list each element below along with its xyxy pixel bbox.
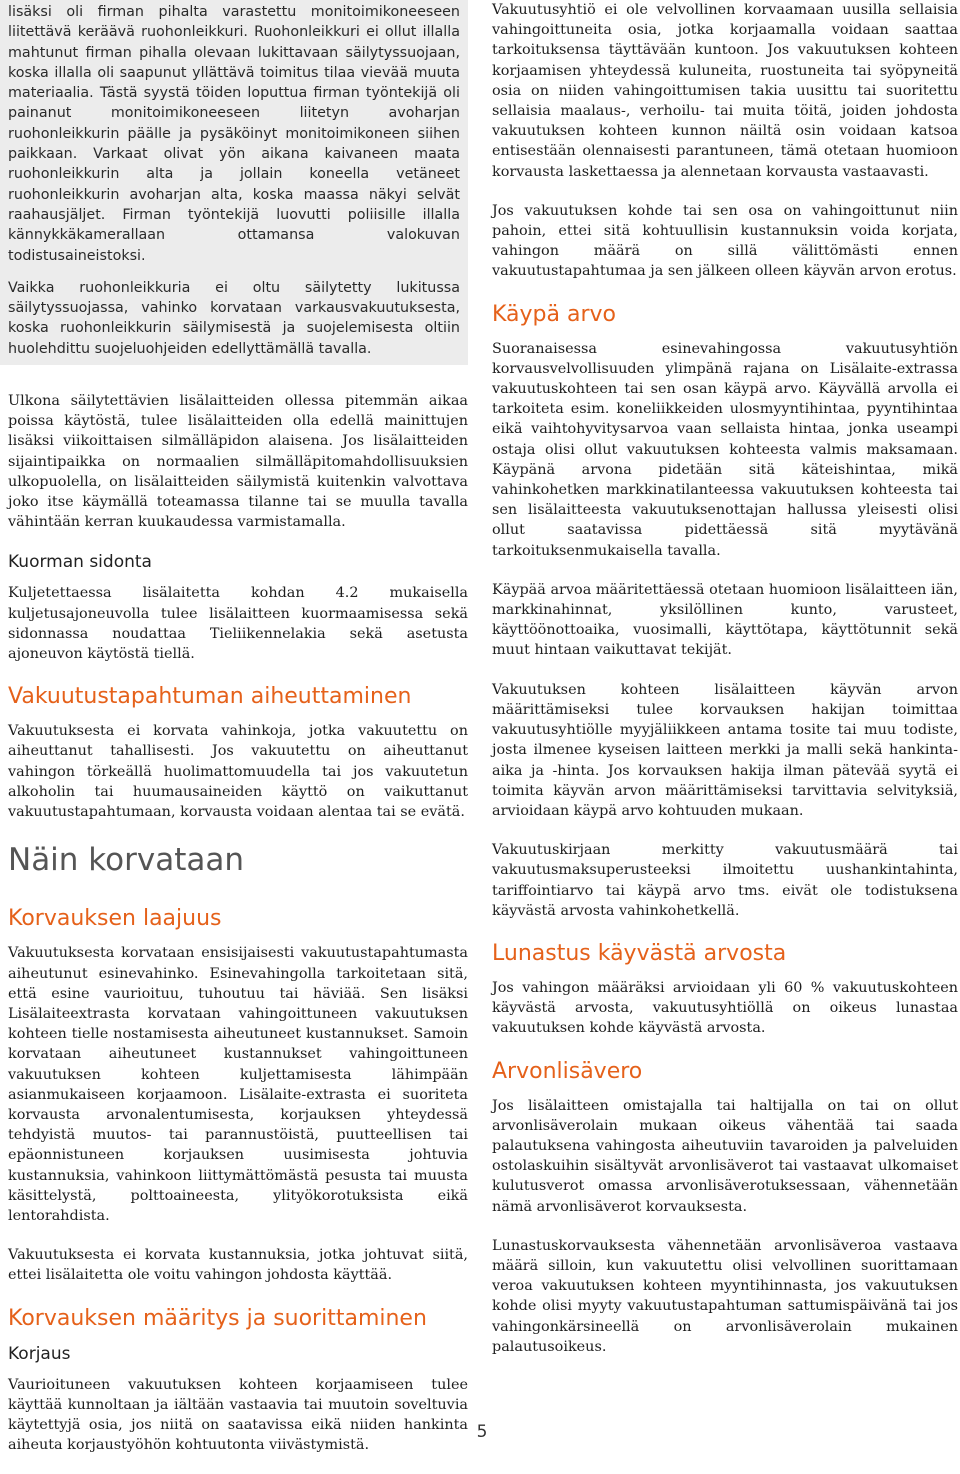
market-value-paragraph-3: Vakuutuksen kohteen lisälaitteen käyvän arvon määrittämiseksi tulee korvauksen hakijan toimittaa vakuutusyhtiölle myyjäliikkeen antama tosite tai muu todiste, josta ilmenee kyseisen laitteen merkki ja malli sekä hankinta-aika ja -hinta. Jos korvauksen hakija ilman pätevää syytä ei toimita käyvän arvon määrittämiseksi tarvittavia selvityksiä, arvioidaan käypä arvo kohtuuden mukaan. [492, 681, 958, 819]
causing-paragraph: Vakuutuksesta ei korvata vahinkoja, jotka vakuutettu on aiheuttanut tahallisesti. Jos vakuutettu on aiheuttanut vahingon törkeällä huolimattomuudella tai jos vakuutetun alkoholin tai huumausaineiden käyttö on vaikuttanut vakuutustapahtumaan, korvausta voidaan alentaa tai se evätä. [8, 723, 468, 821]
storage-paragraph: Ulkona säilytettävien lisälaitteiden ollessa pitemmän aikaa poissa käytöstä, tulee lisälaitteiden olla edellä mainittujen lisäksi viikoittaisen silmälläpidon alaisena. Jos lisälaitteiden sijaintipaikka on normaalien silmälläpitomahdollisuuksien ulkopuolella, on lisälaitteiden säilymistä kuitenkin valvottava joko itse käymällä toteamassa tilanne tai se muulla tavalla vähintään kerran kuukaudessa varmistamalla. [8, 393, 468, 531]
heading-korjaus: Korjaus [8, 1343, 71, 1364]
left-column [8, 0, 468, 1474]
heading-korvauksen-laajuus: Korvauksen laajuus [8, 906, 222, 932]
market-value-paragraph-1: Suoranaisessa esinevahingossa vakuutusyhtiön korvausvelvollisuuden ylimpänä rajana on Lisälaite-extrassa vakuutuskohteen tai sen osan käypä arvo. Käyvällä arvolla ei tarkoiteta esim. koneliikkeiden ulosmyyntihintaa, pyyntihintaa eikä vaihtohyvitysarvoa vaan sellaista hintaa, jonka useampi ostaja olisi ollut vakuutuksen kohteesta valmis maksamaan. Käypänä arvona pidetään sitä käteishintaa, mikä vahinkohetken markkinatilanteessa vakuutuksen kohteesta tai sen lisälaitteesta vakuutuksenottajan hallussa yleisesti olisi ollut saatavissa pidettäessä sitä myytävänä tarkoituksenmukaisella tavalla. [492, 340, 958, 559]
costs-paragraph: Vakuutuksesta ei korvata kustannuksia, jotka johtuvat siitä, ettei lisälaitetta ole voitu vahingon johdosta käyttää. [8, 1247, 468, 1284]
load-securing-paragraph: Kuljetettaessa lisälaitetta kohdan 4.2 mukaisella kuljetusajoneuvolla tulee lisälaitteen kuormaamisessa sekä sidonnassa noudattaa Tieliikennelakia sekä asetusta ajoneuvon käytöstä tiellä. [8, 585, 468, 663]
repair-paragraph: Vaurioituneen vakuutuksen kohteen korjaamiseen tulee käyttää kunnoltaan ja iältään vastaavia tai muutoin soveltuvia käytettyjä osia, jos niitä on saatavissa eikä niiden hankinta aiheuta korjaustyöhön kohtuutonta viivästymistä. [8, 1376, 468, 1454]
heading-kuorman-sidonta: Kuorman sidonta [8, 552, 152, 573]
heading-aiheuttaminen: Vakuutustapahtuman aiheuttaminen [8, 684, 412, 710]
heading-maaritys: Korvauksen määritys ja suorittaminen [8, 1305, 427, 1331]
example-paragraph: lisäksi oli firman pihalta varastettu monitoimikoneeseen liitettävä keräävä ruohonleikkuri. Ruohonleikkuri ei ollut illalla mahtunut firman pihalla olevaan lukittavaan säilytyssuojaan, koska illalla oli saapunut yllättävä toimitus tilaa vievää muuta materiaalia. Tästä syystä töiden loputtua firman työntekijä oli painanut monitoimikoneeseen liitetyn avoharjan ruohonleikkurin päälle ja pysäköinyt monitoimikoneen siihen paikkaan. Varkaat olivat yön aikana kaivaneen maata ruohonleikkurin alta ja jollain koneella vetäneet ruohonleikkurin avoharjan alta, koska maassa näkyi selvät raahausjäljet. Firman työntekijä luovutti poliisille illalla kännykkäkamerallaan ottamansa valokuvan todistusaineistoksi. [8, 4, 460, 264]
scope-paragraph: Vakuutuksesta korvataan ensisijaisesti vakuutustapahtumasta aiheutunut esinevahinko. Esinevahingolla tarkoitetaan sitä, että esine vaurioituu, tuhoutuu tai häviää. Sen lisäksi Lisälaiteextrasta korvataan vahingoittuneen vakuutuksen kohteen tielle nostamisesta aiheutuneet kustannukset. Samoin korvataan aiheutuneet kustannukset vahingoittuneen vakuutuksen kohteen kuljettamisesta lähimpään asianmukaiseen korjaamoon. Lisälaite-extrasta ei suoriteta korvausta arvonalentumisesta, korjauksen yhteydessä tehdyistä muutos- tai parannustöistä, puutteellisen tai epäonnistuneen korjauksen uusimisesta johtuvia kustannuksia, vahinkoon liittymättömästä pesusta tai muusta käsittelystä, polttoaineesta, ylityökorotuksista eikä lentorahdista. [8, 945, 468, 1224]
example-conclusion: Vaikka ruohonleikkuria ei oltu säilytetty lukitussa säilytyssuojassa, vahinko korvataan varkausvakuutuksesta, koska ruohonleikkurin säilymisestä ja suojelemisesta oltiin huolehdittu suojeluohjeiden edellyttämällä tavalla. [8, 279, 460, 357]
example-box [0, 0, 468, 365]
heading-kaypa-arvo: Käypä arvo [492, 301, 616, 327]
heading-nain-korvataan: Näin korvataan [8, 842, 244, 879]
insurer-paragraph: Vakuutusyhtiö ei ole velvollinen korvaamaan uusilla sellaisia vahingoittuneita osia, jotka korjaamalla voidaan saattaa tarkoituksensa täyttävään kuntoon. Jos vakuutuksen kohteen korjaamisen yhteydessä kuluneita, ruostuneita tai syöpyneitä osia on niiden vahingoittumisen takia uusittu tai suoritettu sellaisia maalaus-, verhoilu- tai muita töitä, joiden johdosta vakuutuksen kohteen kunnon näiltä osin voidaan katsoa entisestään olennaisesti parantuneen, tämä otetaan huomioon korvausta laskettaessa ja alennetaan korvausta vastaavasti. [492, 2, 958, 180]
redemption-paragraph: Jos vahingon määräksi arvioidaan yli 60 % vakuutuskohteen käyvästä arvosta, vakuutusyhtiöllä on oikeus lunastaa vakuutuksen kohde käyvästä arvosta. [492, 979, 958, 1037]
heading-lunastus: Lunastus käyvästä arvosta [492, 940, 787, 966]
page-number: 5 [476, 1422, 488, 1442]
right-column [492, 0, 958, 1376]
market-value-paragraph-4: Vakuutuskirjaan merkitty vakuutusmäärä tai vakuutusmaksuperusteeksi ilmoitettu uushankintahinta, tariffointiarvo tai käypä arvo tms. eivät ole todistuksena käyvästä arvosta vahinkohetkellä. [492, 842, 958, 919]
market-value-paragraph-2: Käypää arvoa määritettäessä otetaan huomioon lisälaitteen iän, markkinahinnat, yksilöllinen kunto, varusteet, käyttöönottoaika, vuosimalli, käyttötapa, käyttötunnit sekä muut hintaan vaikuttavat tekijät. [492, 581, 958, 659]
vat-paragraph-2: Lunastuskorvauksesta vähennetään arvonlisäveroa vastaava määrä silloin, kun vakuutettu olisi velvollinen suorittamaan veroa vakuutuksen kohteen myyntihinnasta, jos vakuutuksen kohde olisi myyty vakuutustapahtuman sattumispäivänä tai jos vahingonkärsineellä on arvonlisäverolain mukainen palautusoikeus. [492, 1237, 958, 1355]
heading-arvonlisavero: Arvonlisävero [492, 1058, 643, 1084]
vat-paragraph-1: Jos lisälaitteen omistajalla tai haltijalla on tai on ollut arvonlisäverolain mukaan oikeus vähentää tai saada palautuksena vahingosta aiheutuviin tavaroiden ja palveluiden ostolaskuihin sisältyvät arvonlisäverot tai vastaavat ulkomaiset kulutusverot omassa arvonlisäverotuksessaan, vähennetään nämä arvonlisäverot korvauksesta. [492, 1097, 958, 1215]
total-loss-paragraph: Jos vakuutuksen kohde tai sen osa on vahingoittunut niin pahoin, ettei sitä kohtuullisin kustannuksin voida korjata, vahingon määrä on sillä välittömästi ennen vakuutustapahtumaa ja sen jälkeen olleen käyvän arvon erotus. [492, 202, 958, 280]
